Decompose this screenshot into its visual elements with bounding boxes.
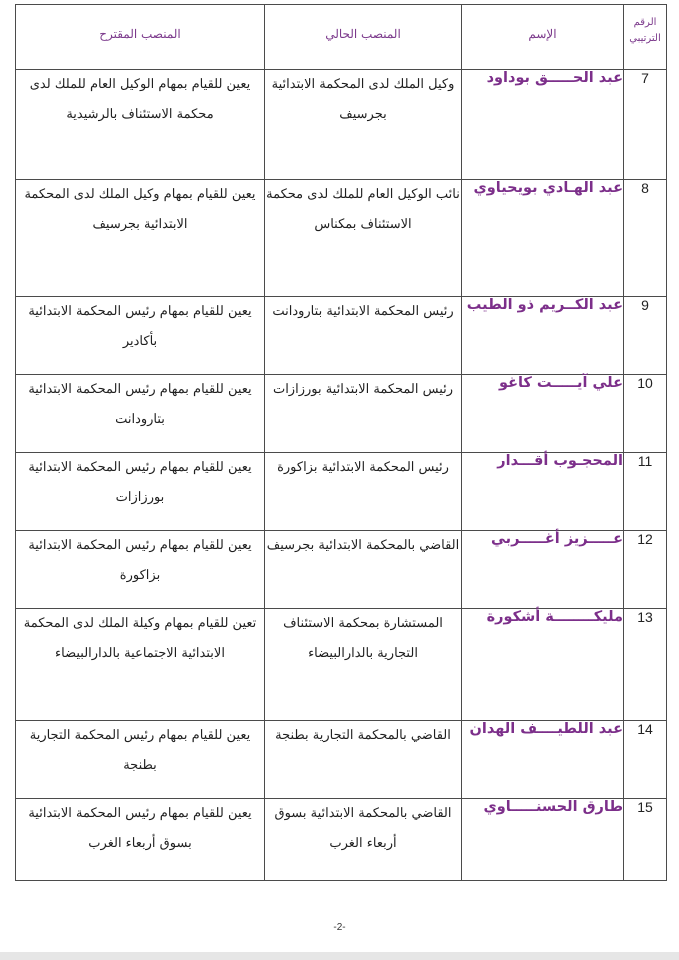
- row-number: 8: [624, 180, 667, 297]
- appointments-table: [15, 4, 667, 881]
- table-row: [16, 180, 667, 297]
- header-proposed-position: المنصب المقترح: [16, 5, 265, 70]
- person-name: عبد الهـادي بويحياوي: [462, 180, 624, 297]
- proposed-position: يعين للقيام بمهام الوكيل العام للملك لدى محكمة الاستئناف بالرشيدية: [16, 70, 265, 180]
- header-row: [16, 5, 667, 70]
- current-position: رئيس المحكمة الابتدائية بورزازات: [265, 375, 462, 453]
- header-name: الإسم: [462, 5, 624, 70]
- person-name: عبد الكــريم ذو الطيب: [462, 297, 624, 375]
- bottom-edge: [0, 952, 679, 960]
- row-number: 10: [624, 375, 667, 453]
- proposed-position: يعين للقيام بمهام رئيس المحكمة الابتدائية بزاكورة: [16, 531, 265, 609]
- row-number: 12: [624, 531, 667, 609]
- row-number: 15: [624, 799, 667, 881]
- proposed-position: يعين للقيام بمهام وكيل الملك لدى المحكمة الابتدائية بجرسيف: [16, 180, 265, 297]
- header-number: الرقم الترتيبي: [624, 5, 667, 70]
- proposed-position: يعين للقيام بمهام رئيس المحكمة الابتدائية بورزازات: [16, 453, 265, 531]
- current-position: القاضي بالمحكمة الابتدائية بجرسيف: [265, 531, 462, 609]
- row-number: 11: [624, 453, 667, 531]
- current-position: نائب الوكيل العام للملك لدى محكمة الاستئناف بمكناس: [265, 180, 462, 297]
- current-position: المستشارة بمحكمة الاستئناف التجارية بالدارالبيضاء: [265, 609, 462, 721]
- person-name: عبد اللطيــــف الهدان: [462, 721, 624, 799]
- person-name: علي آيـــــت كاغو: [462, 375, 624, 453]
- table-row: [16, 453, 667, 531]
- current-position: وكيل الملك لدى المحكمة الابتدائية بجرسيف: [265, 70, 462, 180]
- row-number: 9: [624, 297, 667, 375]
- row-number: 13: [624, 609, 667, 721]
- current-position: القاضي بالمحكمة الابتدائية بسوق أربعاء الغرب: [265, 799, 462, 881]
- person-name: مليكــــــــة أشكورة: [462, 609, 624, 721]
- table-row: [16, 531, 667, 609]
- proposed-position: يعين للقيام بمهام رئيس المحكمة الابتدائية بتارودانت: [16, 375, 265, 453]
- current-position: رئيس المحكمة الابتدائية بتارودانت: [265, 297, 462, 375]
- table-row: [16, 609, 667, 721]
- row-number: 7: [624, 70, 667, 180]
- table-row: [16, 70, 667, 180]
- table-row: [16, 297, 667, 375]
- current-position: القاضي بالمحكمة التجارية بطنجة: [265, 721, 462, 799]
- person-name: عـــــزيز أغـــــربي: [462, 531, 624, 609]
- table-row: [16, 721, 667, 799]
- person-name: طارق الحسنـــــاوي: [462, 799, 624, 881]
- proposed-position: يعين للقيام بمهام رئيس المحكمة الابتدائية بسوق أربعاء الغرب: [16, 799, 265, 881]
- page-number: -2-: [333, 922, 346, 933]
- proposed-position: يعين للقيام بمهام رئيس المحكمة الابتدائية بأكادير: [16, 297, 265, 375]
- current-position: رئيس المحكمة الابتدائية بزاكورة: [265, 453, 462, 531]
- row-number: 14: [624, 721, 667, 799]
- proposed-position: تعين للقيام بمهام وكيلة الملك لدى المحكمة الابتدائية الاجتماعية بالدارالبيضاء: [16, 609, 265, 721]
- person-name: المحجـوب أقـــدار: [462, 453, 624, 531]
- person-name: عبد الحـــــق بوداود: [462, 70, 624, 180]
- table-row: [16, 799, 667, 881]
- header-current-position: المنصب الحالي: [265, 5, 462, 70]
- table-row: [16, 375, 667, 453]
- proposed-position: يعين للقيام بمهام رئيس المحكمة التجارية بطنجة: [16, 721, 265, 799]
